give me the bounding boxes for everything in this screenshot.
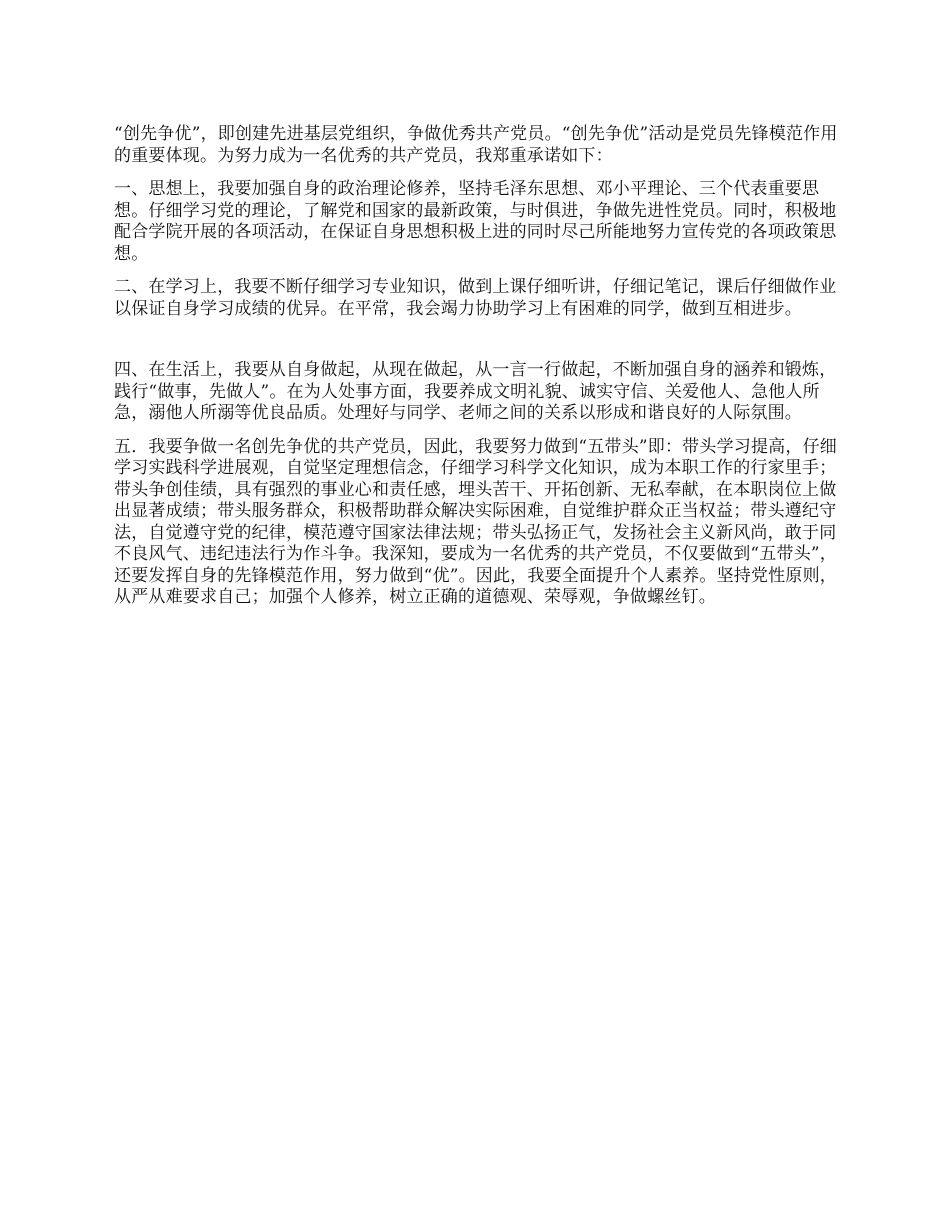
paragraph-thought: 一、思想上，我要加强自身的政治理论修养，坚持毛泽东思想、邓小平理论、三个代表重要思想。仔细学习党的理论，了解党和国家的最新政策，与时俱进，争做先进性党员。同时，积极地配合学院开展的各项活动，在保证自身思想积极上进的同时尽己所能地努力宣传党的各项政策思想。 — [114, 179, 837, 264]
paragraph-intro: “创先争优”，即创建先进基层党组织，争做优秀共产党员。“创先争优”活动是党员先锋模范作用的重要体现。为努力成为一名优秀的共产党员，我郑重承诺如下： — [114, 124, 838, 166]
document-body — [114, 124, 840, 609]
paragraph-study: 二、在学习上，我要不断仔细学习专业知识，做到上课仔细听讲，仔细记笔记，课后仔细做作业以保证自身学习成绩的优异。在平常，我会竭力协助学习上有困难的同学，做到互相进步。 — [114, 277, 837, 319]
paragraph-life: 四、在生活上，我要从自身做起，从现在做起，从一言一行做起，不断加强自身的涵养和锻炼，践行“做事，先做人”。在为人处事方面，我要养成文明礼貌、诚实守信、关爱他人、急他人所急，溺他人所溺等优良品质。处理好与同学、老师之间的关系以形成和谐良好的人际氛围。 — [114, 360, 837, 423]
paragraph-five-leads: 五．我要争做一名创先争优的共产党员，因此，我要努力做到“五带头”即：带头学习提高，仔细学习实践科学进展观，自觉坚定理想信念，仔细学习科学文化知识，成为本职工作的行家里手；带头争创佳绩，具有强烈的事业心和责任感，埋头苦干、开拓创新、无私奉献，在本职岗位上做出显著成绩；带头服务群众，积极帮助群众解决实际困难，自觉维护群众正当权益；带头遵纪守法，自觉遵守党的纪律，模范遵守国家法律法规；带头弘扬正气，发扬社会主义新风尚，敢于同不良风气、违纪违法行为作斗争。我深知，要成为一名优秀的共产党员，不仅要做到“五带头”，还要发挥自身的先锋模范作用，努力做到“优”。因此，我要全面提升个人素养。坚持党性原则，从严从难要求自己；加强个人修养，树立正确的道德观、荣辱观，争做螺丝钉。 — [114, 436, 837, 607]
